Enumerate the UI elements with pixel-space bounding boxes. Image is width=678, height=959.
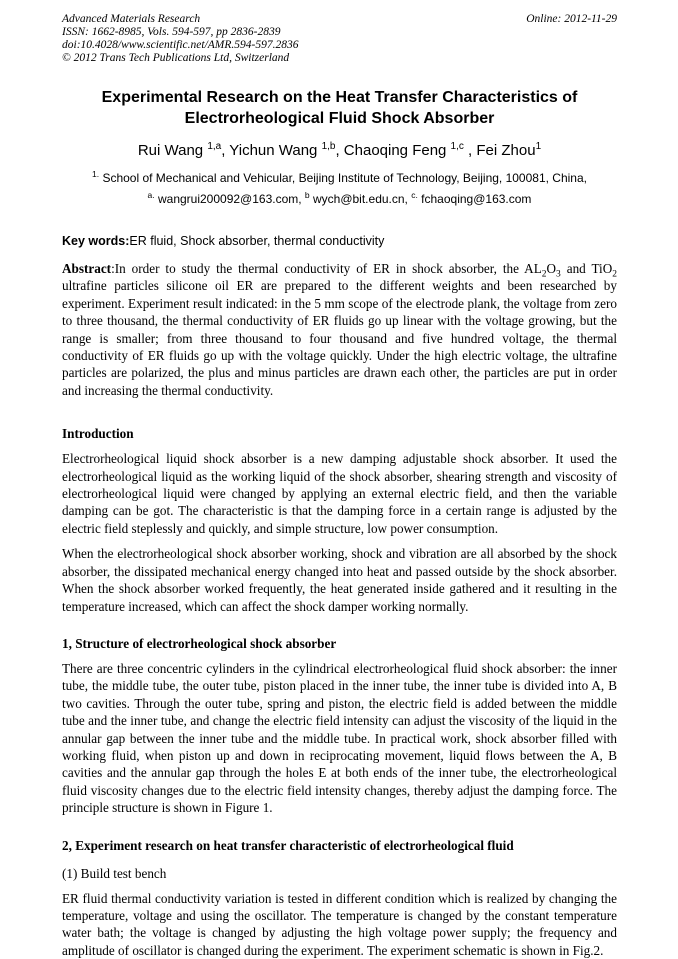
experiment-paragraph-1: ER fluid thermal conductivity variation is tested in different condition which is realized by changing the temperature, voltage and using the oscillator. The temperature is changed by the constant temperature water bath; the voltage is changed by adjusting the high voltage power supply; the frequency and amplitude of oscillator is changed during the experiment. The experiment schematic is shown in Fig.2. xyxy=(62,890,617,958)
introduction-paragraph-2: When the electrorheological shock absorber working, shock and vibration are all absorbed by the shock absorber, the dissipated mechanical energy changed into heat and passed outside by the shock absorber. When the shock absorber worked frequently, the heat generated inside gathered and it resulting in the temperature increased, which can affect the shock damper working normally. xyxy=(62,546,617,614)
author-name-3: , Chaoqing Feng xyxy=(335,142,451,159)
paper-title: Experimental Research on the Heat Transfer Characteristics of Electrorheological Fluid Shock Absorber xyxy=(101,89,578,127)
journal-name: Advanced Materials Research xyxy=(62,13,201,25)
journal-copyright-line: © 2012 Trans Tech Publications Ltd, Switzerland xyxy=(62,52,290,64)
keywords-text: ER fluid, Shock absorber, thermal conductivity xyxy=(129,234,385,248)
email-address-a: wangrui200092@163.com, xyxy=(154,192,305,206)
email-mark-a: a. xyxy=(147,190,155,200)
abstract-label: Abstract xyxy=(62,261,112,276)
author-name-1: Rui Wang xyxy=(137,142,208,159)
email-mark-b: b xyxy=(304,190,310,200)
chem-subscript: 2 xyxy=(541,269,547,280)
author-affil-mark-4: 1 xyxy=(535,141,542,152)
section-heading-experiment: 2, Experiment research on heat transfer characteristic of electrorheological fluid xyxy=(62,837,514,853)
affiliation-line xyxy=(62,171,617,185)
abstract-text-1: :In order to study the thermal conductivity of ER in shock absorber, the AL xyxy=(111,261,542,276)
authors-line xyxy=(62,142,617,159)
chem-subscript: 3 xyxy=(556,269,561,280)
abstract-text-2: O xyxy=(546,261,557,276)
abstract-text-4: ultrafine particles silicone oil ER are prepared to the different weights and been researched by experiment. Experiment result indicated: in the 5 mm scope of the electrode plank, the voltage from zero to three thousand, the thermal conductivity of ER fluids go up linear with the voltage growing, but the range is smaller; from three thousand to four thousand and five hundred voltage, the thermal conductivity of ER fluids go up with the voltage quickly. Under the high electric voltage, the ultrafine particles are polarized, the plus and minus particles are drawn each other, the particles are put in order and increasing the thermal conductivity. xyxy=(62,278,617,398)
introduction-paragraph-1: Electrorheological liquid shock absorber is a new damping adjustable shock absorber. It used the electrorheological liquid as the working liquid of the shock absorber, shearing strength and viscosity of electrorheological liquid were changed by applying an external electric field, and then the variable damping can be got. The characteristic is that the damping force in a certain range is adjusted by the electric field steplessly and quickly, and simple structure, low power consumption. xyxy=(62,451,617,536)
experiment-subheading: (1) Build test bench xyxy=(62,865,167,881)
email-address-c: fchaoqing@163.com xyxy=(417,192,532,206)
abstract-text-3: and TiO xyxy=(560,261,613,276)
email-address-b: wych@bit.edu.cn, xyxy=(309,192,412,206)
emails-line xyxy=(62,192,617,206)
journal-issn-line: ISSN: 1662-8985, Vols. 594-597, pp 2836-2839 xyxy=(62,26,281,38)
journal-doi-line: doi:10.4028/www.scientific.net/AMR.594-597.2836 xyxy=(62,39,299,51)
affiliation-text: School of Mechanical and Vehicular, Beijing Institute of Technology, Beijing, 100081, China, xyxy=(99,171,587,185)
author-affil-mark-1: 1,a xyxy=(207,141,222,152)
online-date: Online: 2012-11-29 xyxy=(526,13,617,25)
author-name-4: , Fei Zhou xyxy=(463,142,536,159)
author-affil-mark-2: 1,b xyxy=(321,141,336,152)
keywords-line xyxy=(62,234,617,248)
email-mark-c: c. xyxy=(411,190,418,200)
author-name-2: , Yichun Wang xyxy=(221,142,322,159)
section-heading-introduction: Introduction xyxy=(62,426,134,442)
author-affil-mark-3: 1,c xyxy=(450,141,464,152)
structure-paragraph-1: There are three concentric cylinders in the cylindrical electrorheological fluid shock absorber: the inner tube, the middle tube, the outer tube, piston placed in the inner tube, the inner tube is divided into A, B two cavities. Through the outer tube, spring and piston, the electric field is added between the middle tube and the inner tube, and change the electric field intensity can adjust the viscosity of the liquid in the annular gap between the inner tube and the middle tube. In practical work, shock absorber filled with working fluid, when piston up and down in reciprocating movement, liquid flows between the A, B cavities and the annular gap through the holes E at both ends of the inner tube, the electrorheological fluid viscosity changes due to the electric field intensity changes, thereby adjust the damping force. The principle structure is shown in Figure 1. xyxy=(62,660,617,816)
abstract-paragraph xyxy=(62,260,617,399)
journal-info-block xyxy=(62,13,298,65)
journal-header xyxy=(62,13,617,65)
chem-subscript: 2 xyxy=(612,269,617,280)
keywords-label: Key words: xyxy=(62,234,130,248)
section-heading-structure: 1, Structure of electrorheological shock absorber xyxy=(62,635,337,651)
affiliation-mark: 1. xyxy=(92,169,100,179)
